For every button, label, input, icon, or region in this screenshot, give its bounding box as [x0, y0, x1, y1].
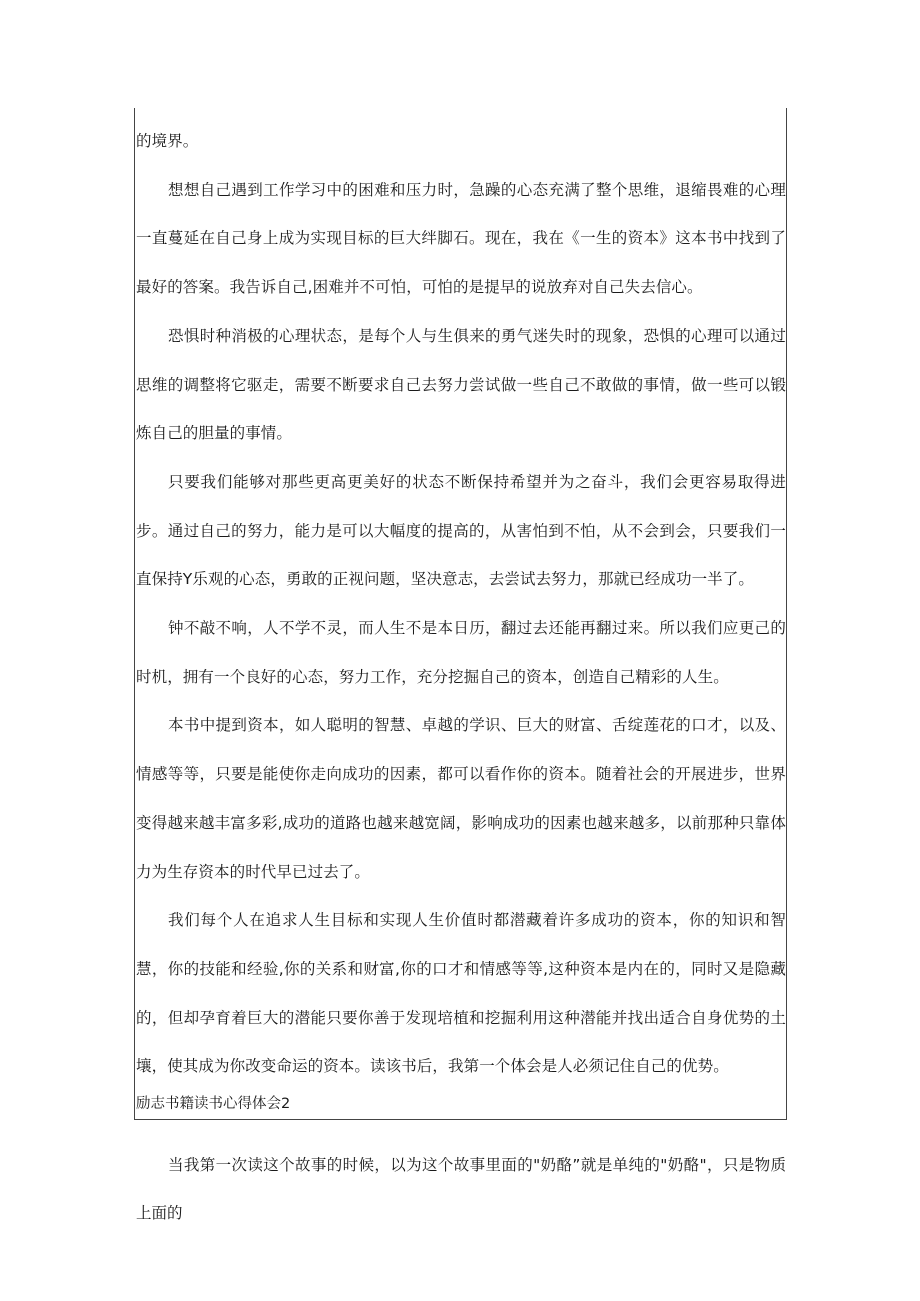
body-text: [136, 117, 786, 1091]
paragraph-7: 我们每个人在追求人生目标和实现人生价值时都潜藏着许多成功的资本，你的知识和智慧，你的技能和经验,你的关系和财富,你的口才和情感等等,这种资本是内在的，同时又是隐藏的，但却孕育着巨大的潜能只要你善于发现培植和挖掘利用这种潜能并找出适合自身优势的土壤，使其成为你改变命运的资本。读该书后，我第一个体会是人必须记住自己的优势。: [136, 911, 786, 1076]
paragraph-4: 只要我们能够对那些更高更美好的状态不断保持希望并为之奋斗，我们会更容易取得进步。通过自己的努力，能力是可以大幅度的提高的，从害怕到不怕，从不会到会，只要我们一直保持Y乐观的心态，勇敢的正视问题，坚决意志，去尝试去努力，那就已经成功一半了。: [136, 472, 786, 589]
paragraph-6: 本书中提到资本，如人聪明的智慧、卓越的学识、巨大的财富、舌绽莲花的口才，以及、情感等等，只要是能使你走向成功的因素，都可以看作你的资本。随着社会的开展进步，世界变得越来越丰富多彩,成功的道路也越来越宽阔，影响成功的因素也越来越多，以前那种只靠体力为生存资本的时代早已过去了。: [136, 716, 786, 881]
section-heading: 励志书籍读书心得体会2: [136, 1096, 291, 1112]
next-paragraph: 当我第一次读这个故事的时候，以为这个故事里面的"奶酪”就是单纯的"奶酪"，只是物质上面的: [136, 1156, 786, 1222]
paragraph-2: 想想自己遇到工作学习中的困难和压力时，急躁的心态充满了整个思维，退缩畏难的心理一直蔓延在自己身上成为实现目标的巨大绊脚石。现在，我在《一生的资本》这本书中找到了最好的答案。我告诉自己,困难并不可怕，可怕的是提早的说放弃对自己失去信心。: [136, 180, 786, 297]
paragraph-5: 钟不敲不响，人不学不灵，而人生不是本日历，翻过去还能再翻过来。所以我们应更己的时机，拥有一个良好的心态，努力工作，充分挖掘自己的资本，创造自己精彩的人生。: [136, 619, 786, 686]
paragraph-1: 的境界。: [136, 132, 199, 150]
paragraph-3: 恐惧时种消极的心理状态，是每个人与生俱来的勇气迷失时的现象，恐惧的心理可以通过思维的调整将它驱走，需要不断要求自己去努力尝试做一些自己不敢做的事情，做一些可以锻炼自己的胆量的事情。: [136, 326, 786, 443]
